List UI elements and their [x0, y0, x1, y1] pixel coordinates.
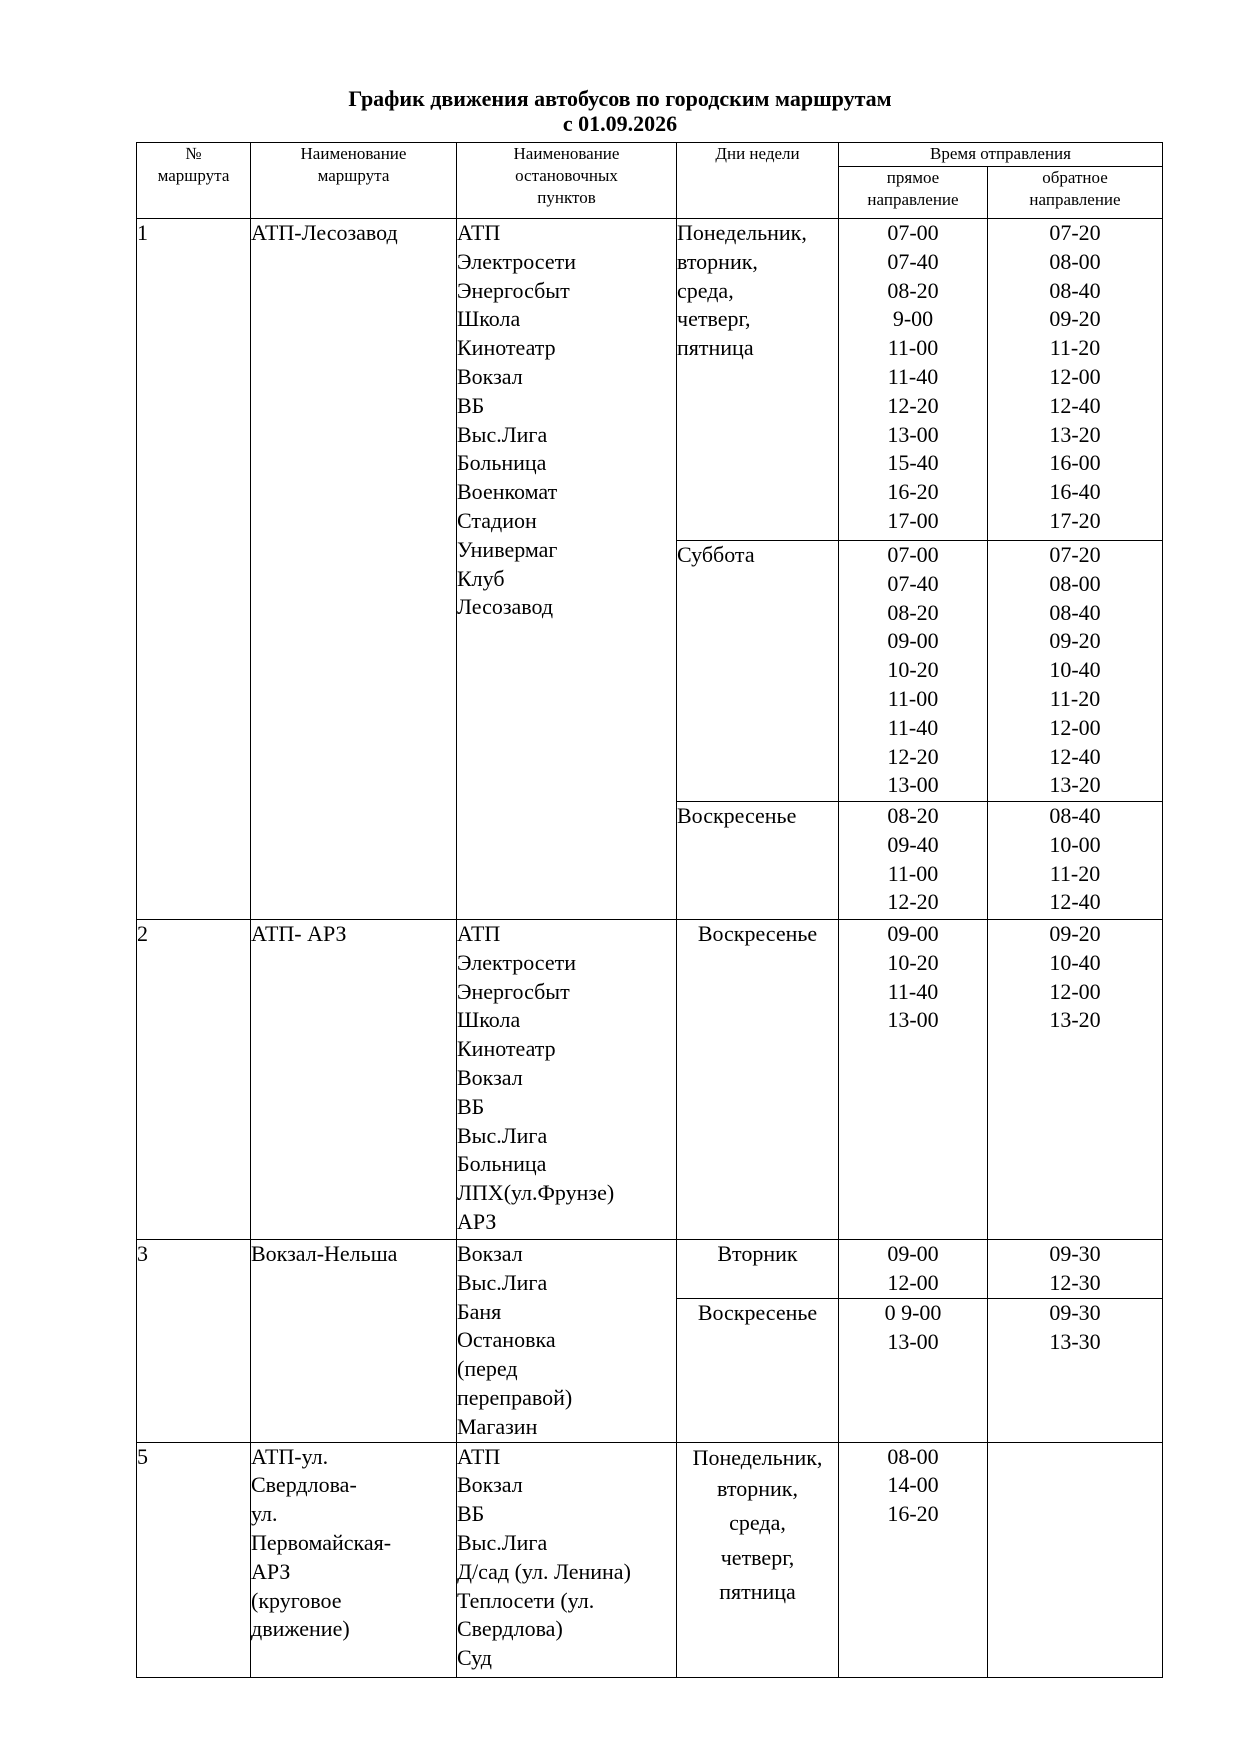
- stop: ЛПХ(ул.Фрунзе): [457, 1180, 615, 1206]
- stop: Лесозавод: [457, 594, 554, 620]
- header-route-name: Наименование маршрута: [251, 143, 457, 219]
- stop: Школа: [457, 306, 521, 332]
- stop: Выс.Лига: [457, 1122, 548, 1148]
- forward-times: 08-20 09-40 11-00 12-20: [839, 802, 988, 920]
- days-sunday: Воскресенье: [677, 802, 839, 920]
- route-stops: [457, 1240, 677, 1443]
- forward-times: 07-00 07-40 08-20 9-00 11-00 11-40 12-20 13-00 15-40 16-20 17-00: [839, 219, 988, 541]
- header-backward: обратное направление: [988, 167, 1163, 219]
- header-stops: Наименование остановочных пунктов: [457, 143, 677, 219]
- stop: Вокзал: [457, 1472, 523, 1498]
- stop: ВБ: [457, 1501, 485, 1527]
- backward-times: 09-20 10-40 12-00 13-20: [988, 920, 1163, 1240]
- route-1-row: [137, 219, 1163, 541]
- stop: Теплосети (ул.: [457, 1587, 595, 1613]
- header-days: Дни недели: [677, 143, 839, 219]
- backward-times: 09-30 13-30: [988, 1299, 1163, 1442]
- stop: Электросети: [457, 248, 576, 274]
- stop: Вокзал: [457, 1241, 523, 1266]
- stop: переправой): [457, 1384, 573, 1410]
- route-5-row: [137, 1442, 1163, 1677]
- stop: АТП: [457, 220, 501, 245]
- stop: АТП: [457, 921, 501, 946]
- route-3-row: [137, 1240, 1163, 1299]
- stop: Стадион: [457, 507, 537, 533]
- route-name: Вокзал-Нельша: [251, 1240, 457, 1443]
- header-forward: прямое направление: [839, 167, 988, 219]
- schedule-table: [136, 142, 1163, 1678]
- stop: Клуб: [457, 565, 505, 591]
- days-weekdays: Понедельник, вторник, среда, четверг, пятница: [677, 219, 839, 541]
- route-stops: [457, 219, 677, 920]
- backward-times: [988, 1442, 1163, 1677]
- days-weekdays: Понедельник, вторник, среда, четверг, пятница: [677, 1442, 839, 1677]
- header-route-number: № маршрута: [137, 143, 251, 219]
- stop: ВБ: [457, 392, 485, 418]
- days-saturday: Суббота: [677, 541, 839, 802]
- route-stops: [457, 1442, 677, 1677]
- stop: (перед: [457, 1356, 518, 1382]
- route-name: АТП-Лесозавод: [251, 219, 457, 920]
- route-number: 2: [137, 920, 251, 1240]
- stop: Выс.Лига: [457, 1529, 548, 1555]
- stop: Свердлова): [457, 1616, 563, 1642]
- stop: Магазин: [457, 1413, 538, 1439]
- stop: Больница: [457, 1151, 547, 1177]
- document-title: [0, 86, 1240, 136]
- title-line-2: с 01.09.2026: [562, 111, 678, 136]
- route-stops: [457, 920, 677, 1240]
- forward-times: 08-00 14-00 16-20: [839, 1442, 988, 1677]
- stop: Военкомат: [457, 479, 558, 505]
- stop: Школа: [457, 1007, 521, 1033]
- stop: Электросети: [457, 949, 576, 975]
- backward-times: 09-30 12-30: [988, 1240, 1163, 1299]
- stop: Вокзал: [457, 1064, 523, 1090]
- route-number: 3: [137, 1240, 251, 1443]
- route-number: 5: [137, 1442, 251, 1677]
- route-2-row: [137, 920, 1163, 1240]
- days-tuesday: Вторник: [677, 1240, 839, 1299]
- forward-times: 07-00 07-40 08-20 09-00 10-20 11-00 11-40 12-20 13-00: [839, 541, 988, 802]
- route-number: 1: [137, 219, 251, 920]
- route-name: АТП-ул. Свердлова- ул. Первомайская- АРЗ (круговое движение): [251, 1442, 457, 1677]
- stop: Д/сад (ул. Ленина): [457, 1558, 631, 1584]
- stop: Энергосбыт: [457, 277, 570, 303]
- forward-times: 09-00 10-20 11-40 13-00: [839, 920, 988, 1240]
- title-line-1: График движения автобусов по городским маршрутам: [348, 86, 892, 111]
- backward-times: 08-40 10-00 11-20 12-40: [988, 802, 1163, 920]
- stop: Вокзал: [457, 363, 523, 389]
- backward-times: 07-20 08-00 08-40 09-20 11-20 12-00 12-40 13-20 16-00 16-40 17-20: [988, 219, 1163, 541]
- backward-times: 07-20 08-00 08-40 09-20 10-40 11-20 12-00 12-40 13-20: [988, 541, 1163, 802]
- stop: Энергосбыт: [457, 978, 570, 1004]
- days-sunday: Воскресенье: [677, 1299, 839, 1442]
- stop: Кинотеатр: [457, 1036, 556, 1062]
- stop: Выс.Лига: [457, 421, 548, 447]
- stop: ВБ: [457, 1093, 485, 1119]
- forward-times: 0 9-00 13-00: [839, 1299, 988, 1442]
- stop: Выс.Лига: [457, 1269, 548, 1295]
- stop: Остановка: [457, 1327, 556, 1353]
- header-departure-time: Время отправления: [839, 143, 1163, 167]
- stop: Универмаг: [457, 536, 558, 562]
- route-name: АТП- АРЗ: [251, 920, 457, 1240]
- forward-times: 09-00 12-00: [839, 1240, 988, 1299]
- stop: Больница: [457, 450, 547, 476]
- stop: Баня: [457, 1298, 502, 1324]
- stop: Кинотеатр: [457, 335, 556, 361]
- stop: Суд: [457, 1645, 492, 1671]
- stop: АРЗ: [457, 1208, 497, 1234]
- stop: АТП: [457, 1443, 501, 1469]
- days-sunday: Воскресенье: [677, 920, 839, 1240]
